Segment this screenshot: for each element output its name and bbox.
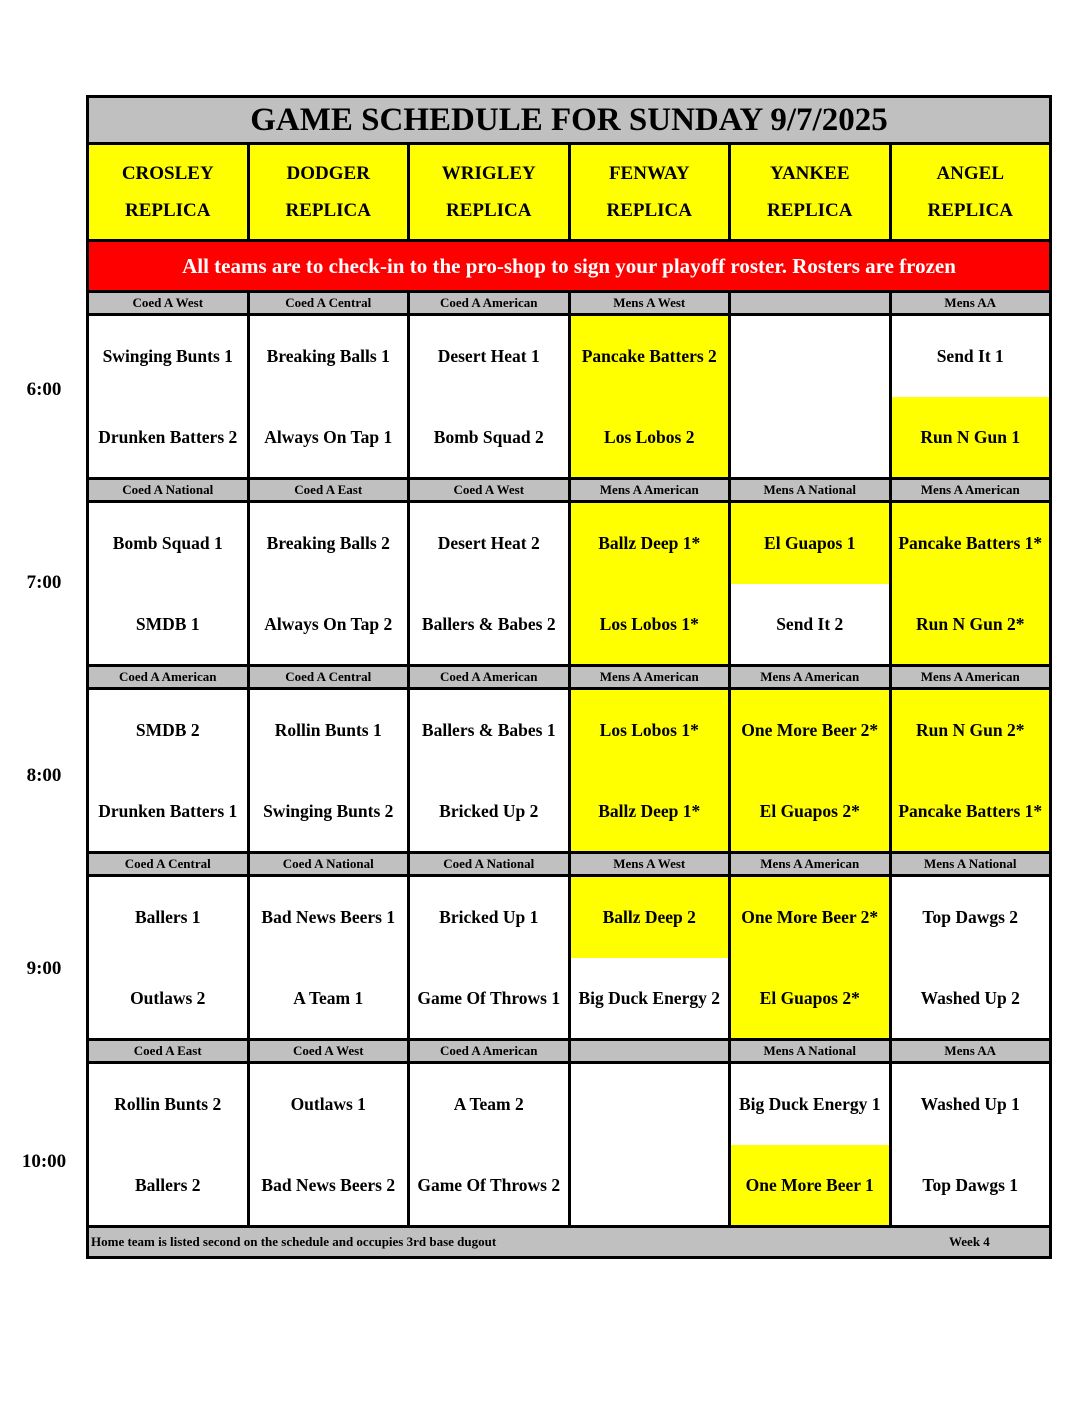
game-cell [89, 690, 250, 851]
division-label: Coed A National [250, 854, 411, 874]
time-label: 10:00 [21, 1151, 67, 1172]
away-team: Big Duck Energy 1 [731, 1064, 889, 1145]
game-cell [410, 690, 571, 851]
division-label: Mens A West [571, 293, 732, 313]
away-team: Pancake Batters 1* [892, 503, 1050, 584]
division-label: Mens A National [731, 480, 892, 500]
game-cell [571, 1064, 732, 1225]
game-cell [410, 316, 571, 477]
home-team: Bad News Beers 2 [250, 1145, 408, 1226]
division-label: Coed A American [410, 667, 571, 687]
field-name: DODGER [286, 163, 370, 184]
home-team: Run N Gun 2* [892, 584, 1050, 665]
away-team: El Guapos 1 [731, 503, 889, 584]
game-cell [571, 316, 732, 477]
schedule-table [86, 95, 1052, 1259]
game-cell [250, 503, 411, 664]
division-label: Coed A Central [250, 667, 411, 687]
division-label: Coed A National [89, 480, 250, 500]
away-team: Ballers & Babes 1 [410, 690, 568, 771]
division-label: Coed A West [89, 293, 250, 313]
home-team: Always On Tap 1 [250, 397, 408, 478]
division-label: Coed A American [89, 667, 250, 687]
game-cell [892, 690, 1050, 851]
home-team: Swinging Bunts 2 [250, 771, 408, 852]
game-cell [731, 690, 892, 851]
time-label: 8:00 [26, 765, 62, 786]
home-team: Game Of Throws 1 [410, 958, 568, 1039]
field-header-row [86, 145, 1052, 242]
away-team: Run N Gun 2* [892, 690, 1050, 771]
away-team: Desert Heat 2 [410, 503, 568, 584]
time-slots [86, 293, 1052, 1228]
game-cell [731, 503, 892, 664]
away-team: Breaking Balls 1 [250, 316, 408, 397]
games-row [86, 1064, 1052, 1228]
game-cell [410, 503, 571, 664]
home-team: Drunken Batters 1 [89, 771, 247, 852]
away-team: Desert Heat 1 [410, 316, 568, 397]
division-row [86, 1041, 1052, 1064]
field-header [731, 145, 892, 239]
home-team: Ballz Deep 1* [571, 771, 729, 852]
game-cell [571, 503, 732, 664]
home-team: Ballers & Babes 2 [410, 584, 568, 665]
division-row [86, 854, 1052, 877]
division-label: Mens A National [731, 1041, 892, 1061]
away-team: Pancake Batters 2 [571, 316, 729, 397]
away-team: Breaking Balls 2 [250, 503, 408, 584]
home-team: Outlaws 2 [89, 958, 247, 1039]
game-cell [892, 1064, 1050, 1225]
field-subtitle: REPLICA [606, 200, 692, 221]
division-label: Mens A American [892, 667, 1050, 687]
field-name: FENWAY [608, 163, 690, 184]
away-team: Los Lobos 1* [571, 690, 729, 771]
division-label [731, 293, 892, 313]
game-cell [250, 1064, 411, 1225]
games-row [86, 503, 1052, 667]
field-name: ANGEL [936, 163, 1005, 184]
game-cell [731, 1064, 892, 1225]
division-label: Mens A American [731, 854, 892, 874]
game-cell [250, 877, 411, 1038]
away-team: Swinging Bunts 1 [89, 316, 247, 397]
away-team: Ballers 1 [89, 877, 247, 958]
game-cell [571, 877, 732, 1038]
home-team: Run N Gun 1 [892, 397, 1050, 478]
division-label: Mens A American [571, 480, 732, 500]
games-row [86, 877, 1052, 1041]
away-team: Outlaws 1 [250, 1064, 408, 1145]
home-team: Game Of Throws 2 [410, 1145, 568, 1226]
home-team: Washed Up 2 [892, 958, 1050, 1039]
division-label: Coed A American [410, 1041, 571, 1061]
home-team: Bricked Up 2 [410, 771, 568, 852]
page-title: GAME SCHEDULE FOR SUNDAY 9/7/2025 [86, 95, 1052, 145]
time-label: 9:00 [26, 958, 62, 979]
game-cell [250, 690, 411, 851]
division-label: Coed A West [410, 480, 571, 500]
game-cell [731, 877, 892, 1038]
division-label: Coed A West [250, 1041, 411, 1061]
field-name: YANKEE [769, 163, 850, 184]
division-label: Coed A Central [89, 854, 250, 874]
home-team: Drunken Batters 2 [89, 397, 247, 478]
division-label: Coed A East [250, 480, 411, 500]
game-cell [410, 877, 571, 1038]
division-label: Coed A Central [250, 293, 411, 313]
division-label: Coed A East [89, 1041, 250, 1061]
field-subtitle: REPLICA [285, 200, 371, 221]
division-label: Coed A American [410, 293, 571, 313]
time-label: 7:00 [26, 572, 62, 593]
games-row [86, 690, 1052, 854]
week-label: Week 4 [949, 1234, 990, 1249]
game-cell [89, 316, 250, 477]
home-team [571, 1145, 729, 1226]
game-cell [571, 690, 732, 851]
game-cell [410, 1064, 571, 1225]
division-label: Coed A National [410, 854, 571, 874]
field-subtitle: REPLICA [766, 200, 853, 221]
home-team: El Guapos 2* [731, 771, 889, 852]
away-team: Bricked Up 1 [410, 877, 568, 958]
game-cell [892, 503, 1050, 664]
game-cell [250, 316, 411, 477]
away-team: Ballz Deep 1* [571, 503, 729, 584]
division-label [571, 1041, 732, 1061]
field-header [250, 145, 411, 239]
home-team: Bomb Squad 2 [410, 397, 568, 478]
field-header [410, 145, 571, 239]
away-team: Rollin Bunts 2 [89, 1064, 247, 1145]
footer-note: Home team is listed second on the schedule and occupies 3rd base dugout [91, 1234, 497, 1249]
home-team: Pancake Batters 1* [892, 771, 1050, 852]
field-subtitle: REPLICA [445, 200, 532, 221]
division-row [86, 480, 1052, 503]
footer [86, 1228, 1052, 1259]
away-team: Send It 1 [892, 316, 1050, 397]
field-header [892, 145, 1050, 239]
away-team: Bomb Squad 1 [89, 503, 247, 584]
division-label: Mens A National [892, 854, 1050, 874]
field-name: CROSLEY [121, 163, 214, 184]
field-header [89, 145, 250, 239]
notice-banner: All teams are to check-in to the pro-shop to sign your playoff roster. Rosters are frozen [86, 242, 1052, 293]
away-team: Top Dawgs 2 [892, 877, 1050, 958]
game-cell [89, 1064, 250, 1225]
home-team: One More Beer 1 [731, 1145, 889, 1226]
games-row [86, 316, 1052, 480]
home-team: SMDB 1 [89, 584, 247, 665]
field-subtitle: REPLICA [124, 200, 211, 221]
away-team: One More Beer 2* [731, 690, 889, 771]
game-cell [892, 316, 1050, 477]
division-row [86, 293, 1052, 316]
division-row [86, 667, 1052, 690]
division-label: Mens A American [571, 667, 732, 687]
game-cell [731, 316, 892, 477]
home-team: Send It 2 [731, 584, 889, 665]
division-label: Mens A American [892, 480, 1050, 500]
division-label: Mens A American [731, 667, 892, 687]
home-team [731, 397, 889, 478]
home-team: Top Dawgs 1 [892, 1145, 1050, 1226]
away-team: Rollin Bunts 1 [250, 690, 408, 771]
home-team: Always On Tap 2 [250, 584, 408, 665]
away-team: Ballz Deep 2 [571, 877, 729, 958]
home-team: Big Duck Energy 2 [571, 958, 729, 1039]
game-cell [892, 877, 1050, 1038]
away-team: Bad News Beers 1 [250, 877, 408, 958]
field-header [571, 145, 732, 239]
home-team: El Guapos 2* [731, 958, 889, 1039]
division-label: Mens AA [892, 1041, 1050, 1061]
division-label: Mens AA [892, 293, 1050, 313]
home-team: Ballers 2 [89, 1145, 247, 1226]
field-subtitle: REPLICA [927, 200, 1013, 221]
home-team: Los Lobos 1* [571, 584, 729, 665]
away-team [571, 1064, 729, 1145]
away-team: SMDB 2 [89, 690, 247, 771]
division-label: Mens A West [571, 854, 732, 874]
game-cell [89, 877, 250, 1038]
away-team: One More Beer 2* [731, 877, 889, 958]
away-team: A Team 2 [410, 1064, 568, 1145]
away-team: Washed Up 1 [892, 1064, 1050, 1145]
field-name: WRIGLEY [441, 163, 536, 184]
game-cell [89, 503, 250, 664]
home-team: A Team 1 [250, 958, 408, 1039]
home-team: Los Lobos 2 [571, 397, 729, 478]
away-team [731, 316, 889, 397]
time-label: 6:00 [26, 379, 62, 400]
